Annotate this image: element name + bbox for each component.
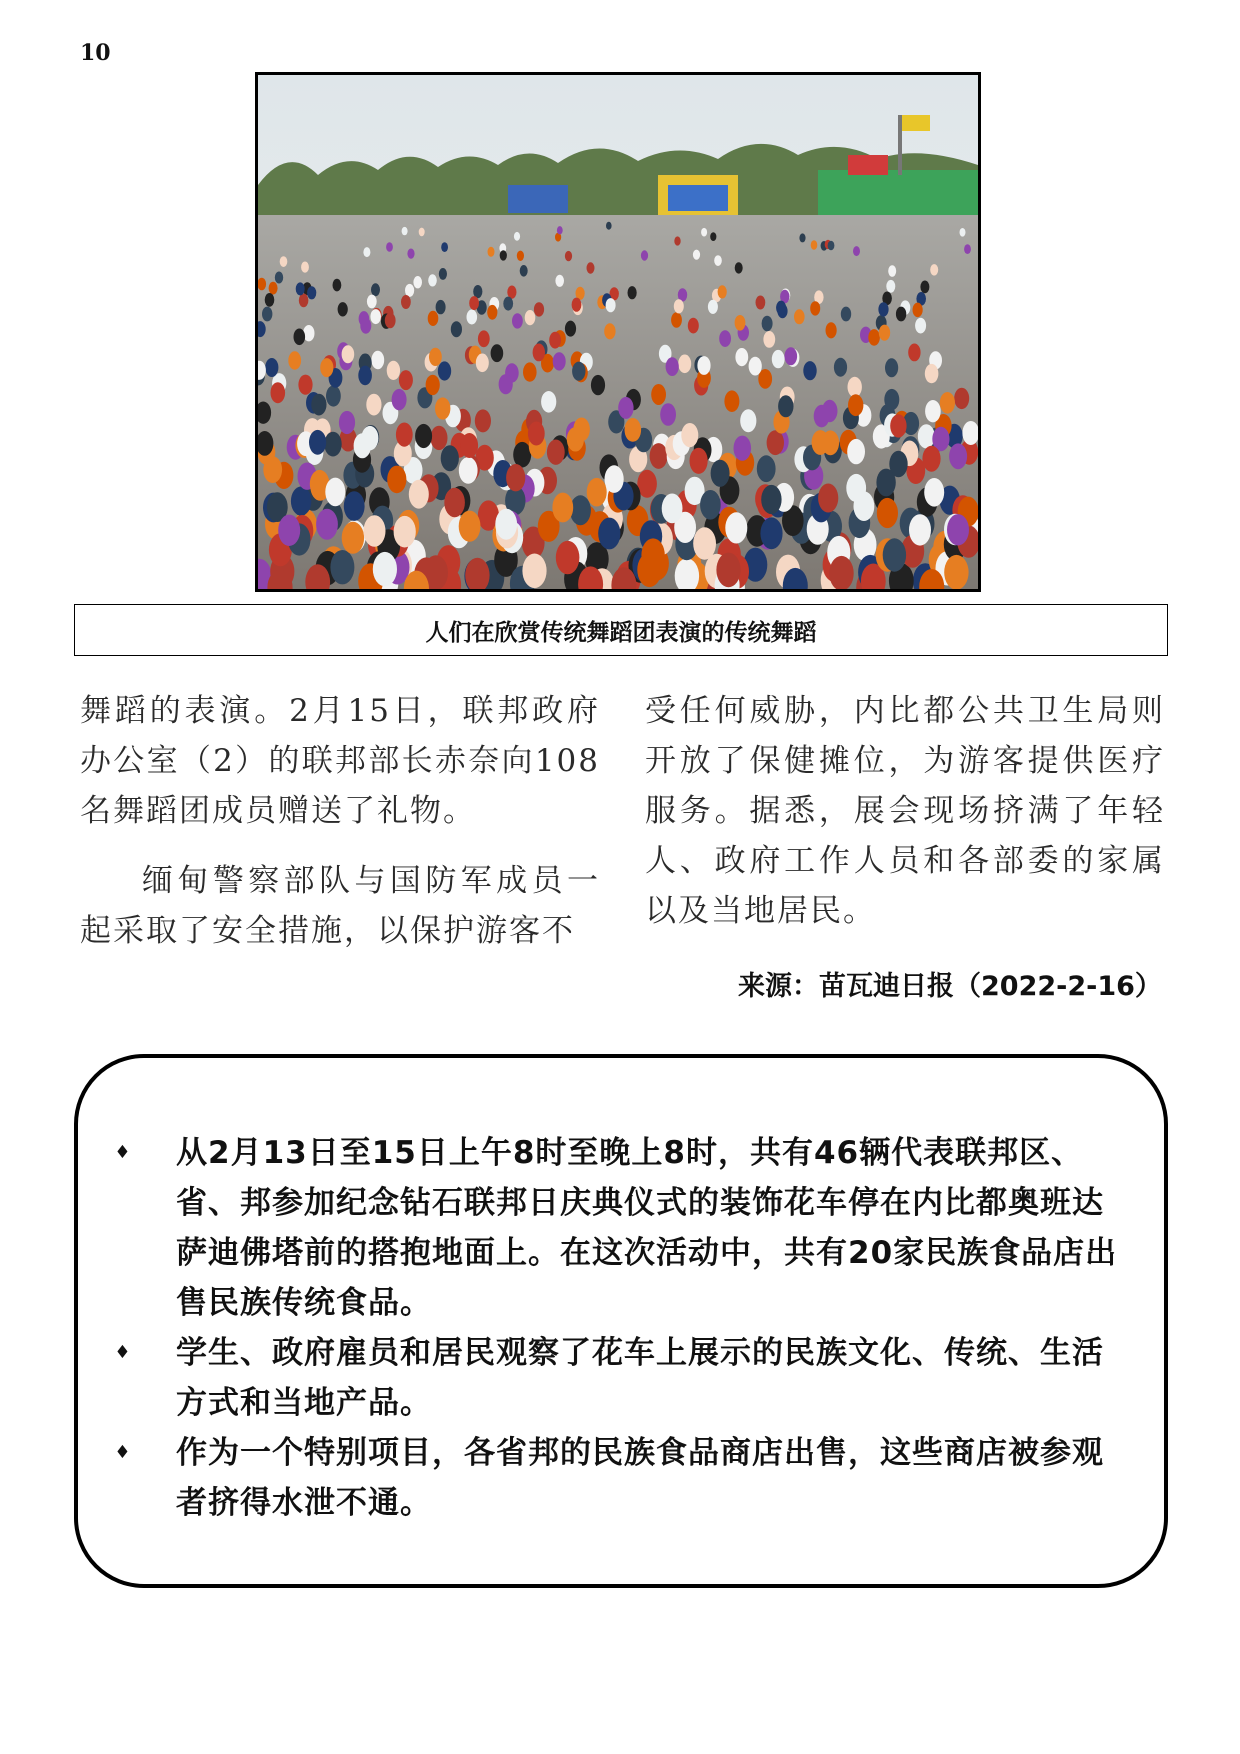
crowd-figure (701, 228, 707, 237)
summary-list (108, 1128, 1134, 1528)
crowd-figure (591, 375, 605, 395)
crowd-figure (428, 311, 439, 326)
crowd-figure (426, 375, 440, 395)
crowd-figure (371, 351, 384, 369)
crowd-figure (534, 302, 544, 316)
crowd-figure (888, 265, 896, 277)
crowd-figure (386, 242, 393, 252)
left-paragraph-1: 舞蹈的表演。2月15日，联邦政府办公室（2）的联邦部长赤奈向108名舞蹈团成员赠送了礼物。 (80, 693, 600, 829)
crowd-figure (767, 430, 784, 455)
crowd-figure (409, 480, 429, 509)
crowd-photo-illustration (258, 75, 978, 589)
crowd-figure (947, 514, 969, 545)
crowd-figure (922, 446, 940, 472)
crowd-figure (772, 350, 785, 368)
crowd-figure (387, 361, 400, 380)
crowd-figure (650, 443, 668, 469)
crowd-figure (298, 375, 312, 395)
crowd-figure (678, 355, 691, 374)
crowd-figure (940, 392, 955, 414)
crowd-figure (309, 430, 326, 455)
crowd-figure (402, 227, 408, 235)
crowd-figure (879, 325, 890, 341)
crowd-figure (364, 515, 386, 547)
crowd-figure (628, 286, 637, 299)
crowd-figure (724, 390, 739, 412)
crowd-figure (522, 554, 546, 589)
crowd-figure (407, 249, 414, 259)
crowd-figure (681, 423, 698, 447)
crowd-figure (878, 302, 888, 316)
summary-item (108, 1328, 1134, 1428)
source-citation: 来源：苗瓦迪日报（2022-2-16） (738, 971, 1162, 1002)
crowd-figure (834, 358, 847, 377)
left-paragraph-2: 缅甸警察部队与国防军成员一起采取了安全措施，以保护游客不 (80, 863, 600, 949)
right-text-column (645, 686, 1165, 956)
crowd-figure (401, 295, 411, 309)
crowd-figure (547, 440, 565, 465)
crowd-figure (913, 303, 923, 318)
crowd-figure (385, 313, 396, 328)
crowd-figure (500, 250, 507, 260)
crowd-figure (533, 344, 545, 362)
crowd-figure (325, 478, 345, 507)
crowd-figure (810, 301, 820, 315)
summary-item (108, 1128, 1134, 1328)
crowd-figure (467, 310, 478, 325)
crowd-figure (405, 284, 414, 297)
crowd-figure (339, 411, 355, 434)
crowd-figure (342, 522, 364, 554)
crowd-figure (868, 329, 880, 346)
crowd-figure (949, 443, 967, 469)
crowd-figure (307, 286, 316, 299)
crowd-figure (514, 232, 520, 241)
crowd-figure (848, 394, 863, 416)
crowd-figure (718, 285, 727, 298)
crowd-figure (896, 307, 906, 322)
crowd-figure (487, 305, 497, 320)
crowd-figure (316, 509, 338, 540)
crowd-figure (565, 251, 572, 261)
crowd-figure (925, 400, 941, 422)
crowd-figure (605, 465, 624, 493)
crowd-figure (373, 552, 397, 586)
crowd-figure (666, 357, 679, 376)
crowd-figure (841, 307, 851, 322)
crowd-figure (461, 433, 478, 458)
crowd-figure (811, 240, 818, 250)
crowd-figure (688, 318, 699, 334)
crowd-figure (674, 236, 680, 245)
crowd-figure (441, 242, 448, 252)
crowd-figure (419, 228, 425, 237)
crowd-figure (469, 296, 479, 310)
crowd-figure (598, 518, 620, 550)
crowd-figure (618, 397, 633, 419)
crowd-figure (776, 301, 786, 315)
crowd-figure (848, 377, 862, 397)
crowd-figure (459, 457, 478, 484)
crowd-figure (735, 315, 746, 331)
crowd-figure (324, 432, 341, 457)
crowd-figure (778, 395, 793, 417)
crowd-figure (763, 331, 775, 348)
crowd-figure (909, 514, 931, 545)
crowd-figure (263, 456, 282, 483)
crowd-figure (360, 318, 371, 334)
crowd-figure (660, 403, 676, 426)
crowd-figure (506, 464, 525, 491)
crowd-figure (265, 358, 278, 377)
crowd-figure (803, 361, 816, 380)
crowd-figure (625, 418, 642, 442)
crowd-figure (716, 553, 740, 588)
crowd-figure (761, 485, 781, 514)
crowd-figure (269, 282, 278, 295)
crowd-figure (794, 309, 805, 324)
crowd-figure (853, 246, 860, 256)
crowd-figure (503, 297, 513, 311)
summary-item-text: 从2月13日至15日上午8时至晚上8时，共有46辆代表联邦区、省、邦参加纪念钻石联邦日庆典仪式的装饰花车停在内比都奥班达萨迪佛塔前的搭抱地面上。在这次活动中，共有20家民族食品店出售民族传统食品。 (176, 1135, 1118, 1321)
crowd-figure (330, 550, 354, 584)
page-number: 10 (80, 40, 111, 66)
crowd-figure (749, 357, 762, 376)
crowd-figure (883, 538, 906, 571)
crowd-figure (555, 275, 564, 287)
crowd-figure (371, 283, 380, 296)
crowd-figure (604, 323, 615, 339)
crowd-figure (512, 313, 523, 328)
crowd-figure (513, 442, 531, 468)
crowd-figure (671, 312, 682, 327)
crowd-figure (925, 364, 939, 383)
crowd-figure (439, 268, 447, 280)
summary-item-text: 作为一个特别项目，各省邦的民族食品商店出售，这些商店被参观者挤得水泄不通。 (176, 1435, 1104, 1521)
crowd-figure (549, 332, 561, 349)
diamond-bullet-icon: ♦ (114, 1442, 132, 1463)
photo-caption: 人们在欣赏传统舞蹈团表演的传统舞蹈 (74, 604, 1168, 656)
crowd-figure (431, 426, 448, 450)
crowd-figure (296, 282, 305, 295)
crowd-figure (387, 466, 406, 494)
crowd-figure (725, 512, 747, 543)
crowd-figure (441, 445, 459, 471)
crowd-figure (438, 361, 451, 380)
crowd-figure (708, 300, 718, 314)
crowd-figure (459, 511, 481, 542)
crowd-figure (436, 300, 446, 314)
crowd-figure (392, 389, 407, 410)
crowd-figure (271, 382, 286, 403)
crowd-figure (760, 517, 782, 549)
crowd-figure (344, 491, 365, 521)
crowd-figure (265, 293, 275, 307)
crowd-figure (854, 491, 875, 521)
crowd-figure (651, 384, 666, 405)
crowd-figure (756, 296, 766, 310)
crowd-figure (799, 233, 805, 242)
crowd-figure (394, 516, 416, 548)
crowd-figure (641, 250, 648, 260)
crowd-figure (399, 370, 413, 390)
crowd-figure (711, 460, 730, 487)
crowd-figure (877, 498, 898, 528)
crowd-figure (572, 298, 582, 312)
crowd-figure (366, 394, 381, 416)
crowd-figure (735, 348, 748, 366)
crowd-figure (528, 422, 545, 446)
crowd-figure (719, 330, 731, 347)
right-paragraph-1: 受任何威胁，内比都公共卫生局则开放了保健摊位，为游客提供医疗服务。据悉，展会现场挤满了年轻人、政府工作人员和各部委的家属以及当地居民。 (645, 693, 1165, 929)
crowd-figure (826, 322, 837, 338)
crowd-figure (920, 281, 929, 294)
crowd-figure (520, 265, 528, 277)
crowd-figure (363, 247, 370, 257)
crowd-figure (552, 493, 573, 523)
crowd-figure (475, 409, 491, 432)
crowd-figure (517, 251, 524, 261)
crowd-figure (396, 423, 413, 447)
crowd-figure (370, 309, 381, 324)
summary-box (74, 1054, 1168, 1588)
crowd-figure (570, 495, 591, 525)
crowd-figure (954, 388, 969, 409)
crowd-figure (915, 318, 926, 334)
crowd-figure (275, 272, 283, 284)
crowd-figure (700, 490, 721, 520)
crowd-figure (735, 262, 743, 273)
left-text-column (80, 686, 600, 976)
crowd-figure (876, 469, 895, 497)
crowd-figure (918, 424, 935, 448)
crowd-figure (491, 344, 504, 362)
crowd-figure (413, 276, 422, 288)
crowd-figure (674, 299, 684, 313)
crowd-figure (553, 352, 566, 370)
crowd-figure (757, 455, 776, 482)
diamond-bullet-icon: ♦ (114, 1342, 132, 1363)
crowd-figure (444, 488, 465, 517)
crowd-figure (435, 397, 450, 419)
crowd-figure (734, 436, 752, 461)
crowd-figure (884, 389, 899, 410)
crowd-figure (572, 362, 585, 381)
crowd-figure (587, 262, 595, 273)
crowd-figure (908, 344, 920, 362)
crowd-figure (294, 329, 306, 346)
crowd-figure (606, 222, 612, 230)
crowd-figure (710, 232, 716, 241)
crowd-figure (311, 394, 326, 416)
crowd-figure (818, 484, 838, 513)
summary-item-text: 学生、政府雇员和居民观察了花车上展示的民族文化、传统、生活方式和当地产品。 (176, 1335, 1104, 1421)
crowd-figure (606, 298, 616, 312)
crowd-figure (338, 302, 348, 316)
crowd-figure (565, 321, 576, 337)
crowd-figure (964, 244, 971, 254)
crowd-figure (641, 538, 664, 571)
crowd-figure (541, 391, 556, 413)
crowd-figure (342, 345, 355, 363)
crowd-figure (557, 226, 563, 234)
crowd-figure (785, 347, 798, 365)
crowd-figure (697, 356, 710, 375)
crowd-figure (693, 250, 700, 260)
crowd-figure (262, 307, 272, 322)
crowd-figure (573, 418, 590, 442)
crowd-figure (478, 330, 490, 347)
crowd-figure (662, 494, 683, 524)
crowd-figure (960, 228, 966, 237)
crowd-figure (714, 255, 722, 266)
crowd-figure (429, 348, 442, 366)
crowd-figure (320, 358, 333, 377)
crowd-figure (523, 362, 537, 381)
crowd-figure (495, 509, 517, 540)
crowd-figure (930, 264, 938, 275)
crowd-figure (367, 295, 377, 309)
crowd-figure (885, 358, 898, 377)
crowd-figure (488, 247, 495, 257)
crowd-figure (890, 414, 906, 437)
crowd-figure (587, 478, 607, 507)
crowd-figure (499, 374, 513, 394)
crowd-figure (326, 385, 341, 406)
crowd-figure (812, 430, 829, 455)
crowd-figure (740, 409, 756, 432)
event-photo (255, 72, 981, 592)
crowd-figure (333, 279, 342, 292)
crowd-figure (299, 294, 309, 308)
crowd-figure (693, 527, 716, 559)
crowd-figure (451, 321, 462, 337)
crowd-figure (525, 310, 536, 325)
crowd-figure (415, 424, 432, 448)
diamond-bullet-icon: ♦ (114, 1142, 132, 1163)
crowd-figure (301, 262, 309, 273)
crowd-figure (278, 515, 300, 546)
crowd-figure (944, 555, 968, 589)
crowd-figure (924, 478, 944, 507)
crowd-figure (762, 316, 773, 332)
crowd-figure (886, 280, 895, 293)
crowd-figure (428, 274, 437, 286)
crowd-figure (476, 354, 489, 373)
summary-item (108, 1428, 1134, 1528)
crowd-figure (354, 433, 371, 458)
crowd-figure (358, 366, 372, 386)
crowd-figure (291, 487, 311, 516)
crowd-figure (280, 256, 288, 267)
crowd-figure (758, 369, 772, 389)
crowd-figure (690, 448, 708, 474)
crowd-figure (847, 439, 865, 464)
crowd-figure (828, 241, 835, 251)
crowd-figure (556, 541, 580, 575)
crowd-figure (814, 405, 830, 428)
crowd-figure (288, 351, 301, 369)
